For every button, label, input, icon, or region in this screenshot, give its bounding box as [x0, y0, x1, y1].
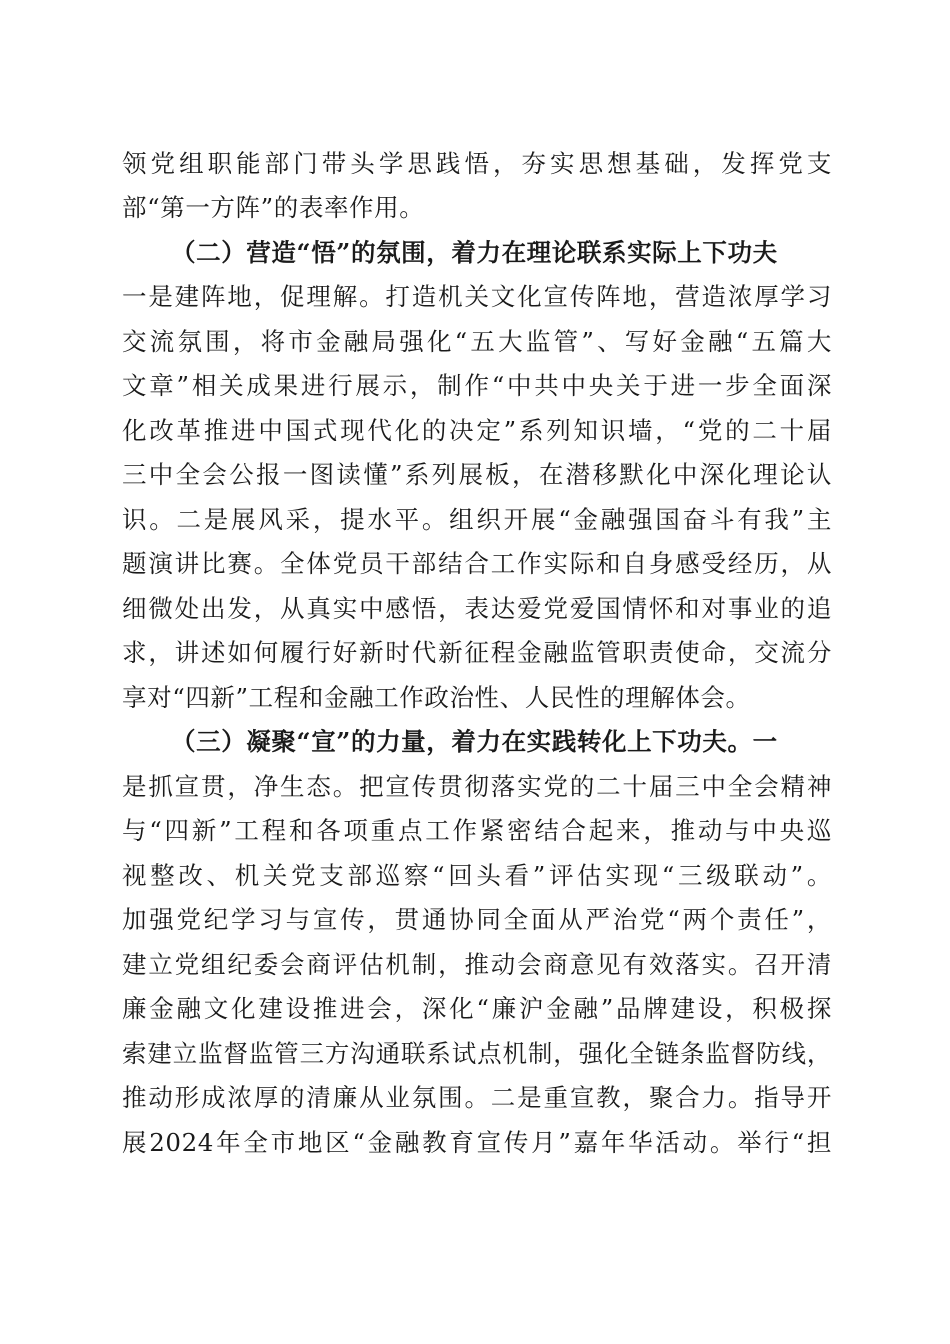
paragraph-line: 细微处出发，从真实中感悟，表达爱党爱国情怀和对事业的追: [122, 594, 832, 623]
paragraph-line: 题演讲比赛。全体党员干部结合工作实际和自身感受经历，从: [122, 549, 832, 578]
paragraph-line: 求，讲述如何履行好新时代新征程金融监管职责使命，交流分: [122, 638, 832, 667]
paragraph-line: 展2024年全市地区“金融教育宣传月”嘉年华活动。举行“担: [122, 1128, 832, 1157]
paragraph-line: 加强党纪学习与宣传，贯通协同全面从严治党“两个责任”，: [122, 905, 832, 934]
paragraph-line: 廉金融文化建设推进会，深化“廉沪金融”品牌建设，积极探: [122, 994, 832, 1023]
section-heading-3: （三）凝聚“宣”的力量，着力在实践转化上下功夫。一: [171, 727, 778, 756]
paragraph-line: 交流氛围，将市金融局强化“五大监管”、写好金融“五篇大: [122, 327, 832, 356]
section-heading-2: （二）营造“悟”的氛围，着力在理论联系实际上下功夫: [171, 238, 778, 267]
paragraph-line: 建立党组纪委会商评估机制，推动会商意见有效落实。召开清: [122, 950, 832, 979]
paragraph-line: 是抓宣贯，净生态。把宣传贯彻落实党的二十届三中全会精神: [122, 772, 832, 801]
paragraph-line: 化改革推进中国式现代化的决定”系列知识墙，“党的二十届: [122, 416, 832, 445]
paragraph-line: 视整改、机关党支部巡察“回头看”评估实现“三级联动”。: [122, 861, 832, 890]
paragraph-line: 文章”相关成果进行展示，制作“中共中央关于进一步全面深: [122, 371, 832, 400]
paragraph-line: 索建立监督监管三方沟通联系试点机制，强化全链条监督防线，: [122, 1039, 832, 1068]
paragraph-line: 享对“四新”工程和金融工作政治性、人民性的理解体会。: [122, 683, 751, 712]
paragraph-line: 推动形成浓厚的清廉从业氛围。二是重宣教，聚合力。指导开: [122, 1083, 832, 1112]
paragraph-line: 部“第一方阵”的表率作用。: [122, 193, 425, 222]
paragraph-line: 与“四新”工程和各项重点工作紧密结合起来，推动与中央巡: [122, 816, 832, 845]
paragraph-line: 三中全会公报一图读懂”系列展板，在潜移默化中深化理论认: [122, 460, 832, 489]
paragraph-line: 识。二是展风采，提水平。组织开展“金融强国奋斗有我”主: [122, 505, 832, 534]
paragraph-line: 领党组职能部门带头学思践悟，夯实思想基础，发挥党支: [122, 149, 832, 178]
paragraph-line: 一是建阵地，促理解。打造机关文化宣传阵地，营造浓厚学习: [122, 282, 832, 311]
